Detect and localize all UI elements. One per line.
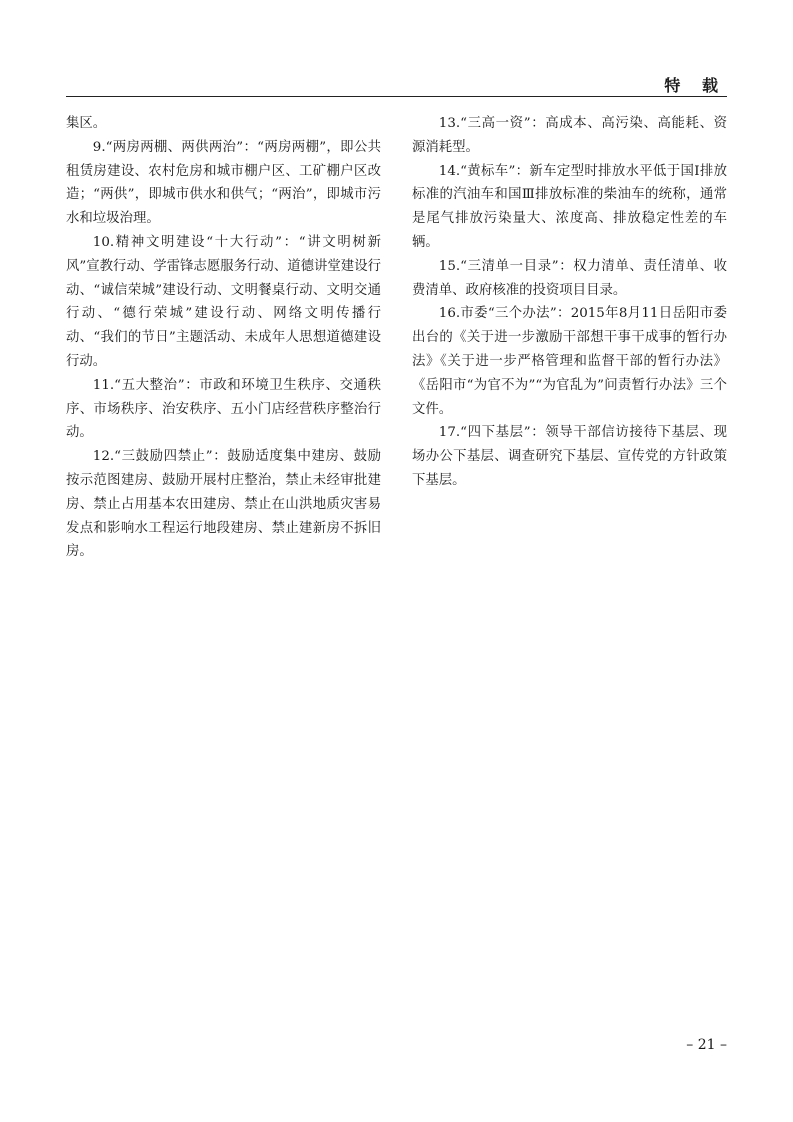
header-rule [66, 96, 727, 97]
paragraph: 9.“两房两棚、两供两治”：“两房两棚”，即公共租赁房建设、农村危房和城市棚户区、工矿棚户区改造；“两供”，即城市供水和供气；“两治”，即城市污水和垃圾治理。 [66, 139, 381, 227]
page-number: – 21 – [686, 1037, 727, 1053]
paragraph: 10.精神文明建设“十大行动”：“讲文明树新风”宣教行动、学雷锋志愿服务行动、道德讲堂建设行动、“诚信荣城”建设行动、文明餐桌行动、文明交通行动、“德行荣城”建设行动、网络文明传播行动、“我们的节日”主题活动、未成年人思想道德建设行动。 [66, 234, 381, 369]
paragraph: 13.“三高一资”：高成本、高污染、高能耗、资源消耗型。 [412, 116, 727, 155]
right-column [412, 112, 727, 493]
paragraph: 17.“四下基层”：领导干部信访接待下基层、现场办公下基层、调查研究下基层、宣传党的方针政策下基层。 [412, 425, 727, 488]
paragraph: 16.市委“三个办法”：2015年8月11日岳阳市委出台的《关于进一步激励干部想干事干成事的暂行办法》《关于进一步严格管理和监督干部的暂行办法》《岳阳市“为官不为”“为官乱为”问责暂行办法》三个文件。 [412, 306, 727, 417]
paragraph: 12.“三鼓励四禁止”：鼓励适度集中建房、鼓励按示范图建房、鼓励开展村庄整治，禁止未经审批建房、禁止占用基本农田建房、禁止在山洪地质灾害易发点和影响水工程运行地段建房、禁止建新房不拆旧房。 [66, 449, 381, 560]
left-column [66, 112, 381, 564]
paragraph: 集区。 [66, 116, 107, 131]
paragraph: 14.“黄标车”：新车定型时排放水平低于国Ⅰ排放标准的汽油车和国Ⅲ排放标准的柴油车的统称，通常是尾气排放污染量大、浓度高、排放稳定性差的车辆。 [412, 163, 727, 250]
paragraph: 11.“五大整治”：市政和环境卫生秩序、交通秩序、市场秩序、治安秩序、五小门店经营秩序整治行动。 [66, 377, 381, 441]
paragraph: 15.“三清单一目录”：权力清单、责任清单、收费清单、政府核准的投资项目目录。 [412, 258, 727, 298]
section-label: 特 载 [664, 76, 726, 95]
